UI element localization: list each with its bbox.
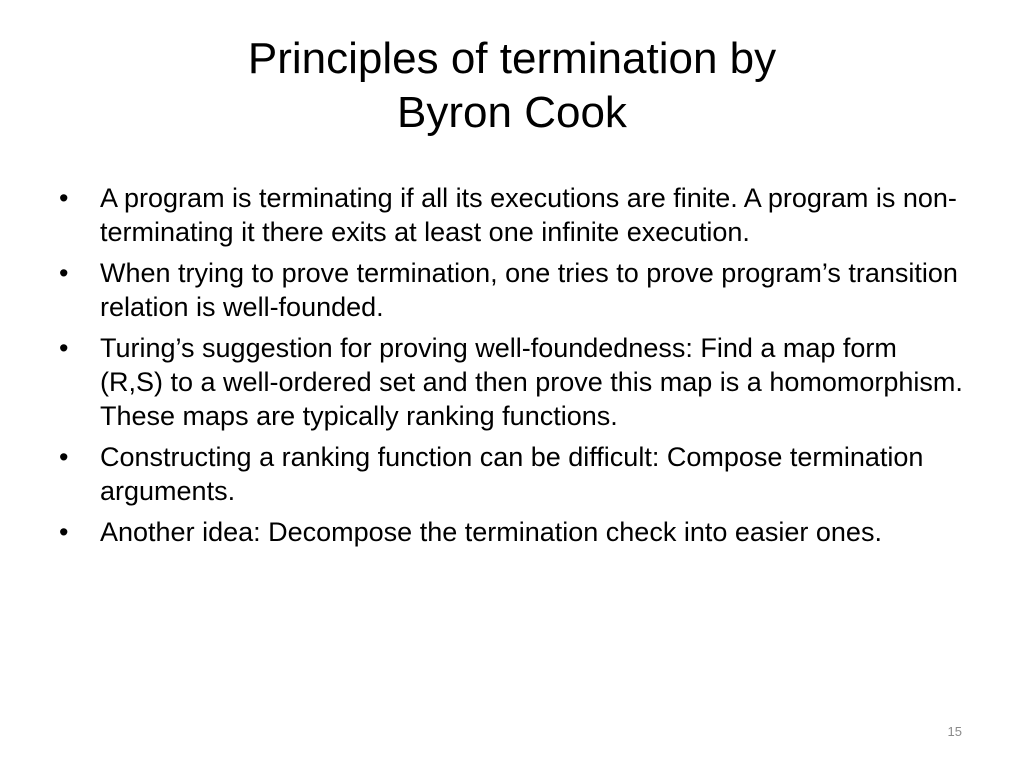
bullet-item-4 bbox=[56, 440, 966, 508]
bullet-marker: • bbox=[59, 183, 69, 213]
slide-title bbox=[100, 32, 924, 140]
bullet-item-5 bbox=[56, 515, 966, 549]
bullet-item-2 bbox=[56, 256, 966, 324]
bullet-marker: • bbox=[59, 333, 69, 363]
page-number: 15 bbox=[947, 724, 962, 739]
bullet-text: Turing’s suggestion for proving well-foundedness: Find a map form (R,S) to a well-ordered set and then prove this map is a homomorphism. These maps are typically ranking functions. bbox=[100, 333, 963, 431]
bullet-item-3 bbox=[56, 331, 966, 433]
slide-title-line-2: Byron Cook bbox=[397, 88, 627, 137]
bullet-marker: • bbox=[59, 517, 69, 547]
bullet-marker: • bbox=[59, 258, 69, 288]
bullet-text: When trying to prove termination, one tries to prove program’s transition relation is well-founded. bbox=[100, 258, 958, 322]
bullet-item-1 bbox=[56, 181, 966, 249]
bullet-text: Another idea: Decompose the termination check into easier ones. bbox=[100, 517, 882, 547]
bullet-list bbox=[56, 181, 966, 556]
slide-title-line-1: Principles of termination by bbox=[247, 34, 777, 83]
bullet-marker: • bbox=[59, 442, 69, 472]
bullet-text: A program is terminating if all its executions are finite. A program is non-terminating it there exits at least one infinite execution. bbox=[100, 183, 957, 247]
bullet-text: Constructing a ranking function can be difficult: Compose termination arguments. bbox=[100, 442, 924, 506]
